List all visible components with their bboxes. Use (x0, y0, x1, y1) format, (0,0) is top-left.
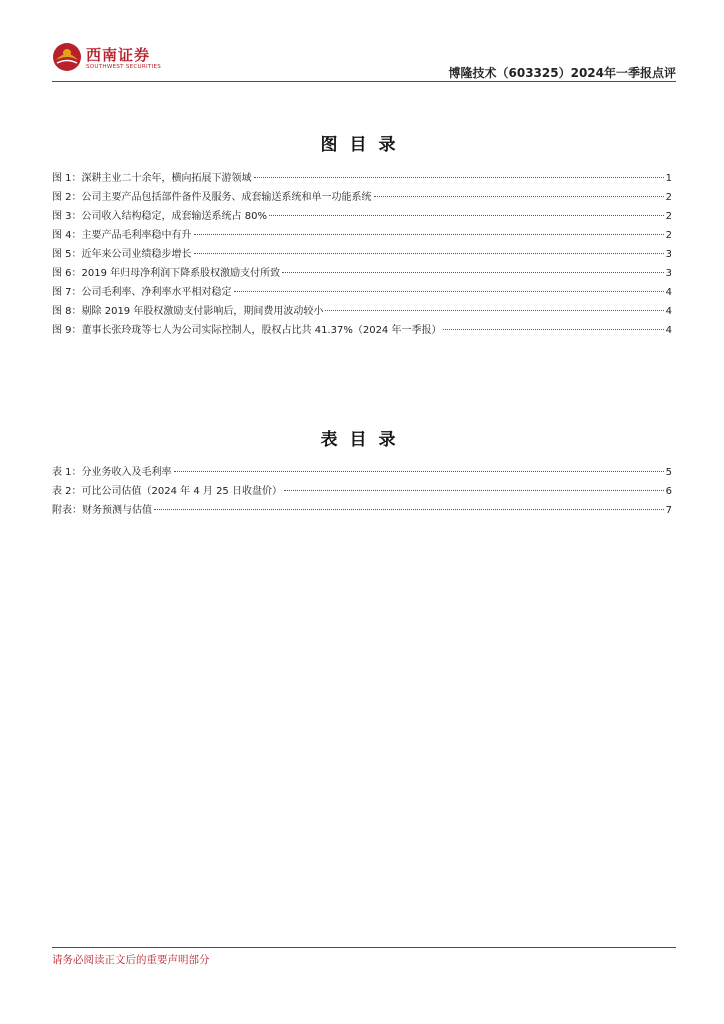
toc-entry-label: 图 4：主要产品毛利率稳中有升 (52, 230, 192, 241)
toc-entry-label: 表 1：分业务收入及毛利率 (52, 467, 172, 478)
toc-dot-leader (194, 253, 664, 254)
toc-dot-leader (234, 291, 664, 292)
table-toc-list (52, 463, 672, 520)
toc-entry-label: 图 9：董事长张玲珑等七人为公司实际控制人，股权占比共 41.37%（2024 年一季报） (52, 325, 442, 336)
toc-entry-label: 图 1：深耕主业二十余年，横向拓展下游领域 (52, 173, 252, 184)
toc-entry-label: 附表：财务预测与估值 (52, 505, 152, 516)
toc-entry-label: 图 7：公司毛利率、净利率水平相对稳定 (52, 287, 232, 298)
toc-entry[interactable] (52, 245, 672, 264)
table-toc-title: 表目录 (320, 430, 408, 450)
toc-entry[interactable] (52, 283, 672, 302)
toc-entry-label: 图 2：公司主要产品包括部件备件及服务、成套输送系统和单一功能系统 (52, 192, 372, 203)
toc-dot-leader (443, 329, 663, 330)
toc-dot-leader (325, 310, 663, 311)
toc-dot-leader (174, 471, 664, 472)
toc-entry-page: 4 (665, 306, 672, 317)
toc-dot-leader (154, 509, 664, 510)
toc-entry-label: 表 2：可比公司估值（2024 年 4 月 25 日收盘价） (52, 486, 282, 497)
toc-entry[interactable] (52, 321, 672, 340)
toc-dot-leader (282, 272, 663, 273)
page-header (52, 40, 676, 84)
toc-entry-label: 图 5：近年来公司业绩稳步增长 (52, 249, 192, 260)
toc-entry-page: 4 (665, 325, 672, 336)
toc-entry-label: 图 3：公司收入结构稳定，成套输送系统占 80% (52, 211, 267, 222)
header-divider (52, 81, 676, 82)
toc-entry[interactable] (52, 302, 672, 321)
toc-entry[interactable] (52, 463, 672, 482)
toc-entry-label: 图 6：2019 年归母净利润下降系股权激励支付所致 (52, 268, 281, 279)
toc-entry-page: 7 (665, 505, 672, 516)
toc-entry-page: 3 (665, 268, 672, 279)
toc-dot-leader (194, 234, 664, 235)
logo-emblem-icon (52, 42, 82, 72)
toc-dot-leader (284, 490, 664, 491)
toc-entry-page: 6 (665, 486, 672, 497)
toc-entry[interactable] (52, 207, 672, 226)
logo-text-cn: 西南证券 (86, 46, 151, 64)
figure-toc-title: 图目录 (320, 135, 408, 155)
toc-entry-page: 3 (665, 249, 672, 260)
toc-dot-leader (374, 196, 664, 197)
toc-entry-page: 4 (665, 287, 672, 298)
toc-entry[interactable] (52, 169, 672, 188)
toc-entry[interactable] (52, 482, 672, 501)
report-title: 博隆技术（603325）2024年一季报点评 (448, 66, 676, 80)
company-logo (52, 42, 212, 78)
toc-entry[interactable] (52, 188, 672, 207)
toc-entry-page: 2 (665, 192, 672, 203)
toc-dot-leader (269, 215, 664, 216)
toc-entry[interactable] (52, 226, 672, 245)
logo-text-en: SOUTHWEST SECURITIES (86, 64, 162, 70)
disclaimer-note: 请务必阅读正文后的重要声明部分 (52, 954, 210, 966)
toc-entry[interactable] (52, 264, 672, 283)
figure-toc-list (52, 169, 672, 340)
toc-entry[interactable] (52, 501, 672, 520)
toc-entry-page: 5 (665, 467, 672, 478)
toc-entry-page: 2 (665, 211, 672, 222)
toc-entry-page: 2 (665, 230, 672, 241)
toc-dot-leader (254, 177, 664, 178)
toc-entry-page: 1 (665, 173, 672, 184)
toc-entry-label: 图 8：剔除 2019 年股权激励支付影响后，期间费用波动较小 (52, 306, 324, 317)
footer-divider (52, 947, 676, 948)
